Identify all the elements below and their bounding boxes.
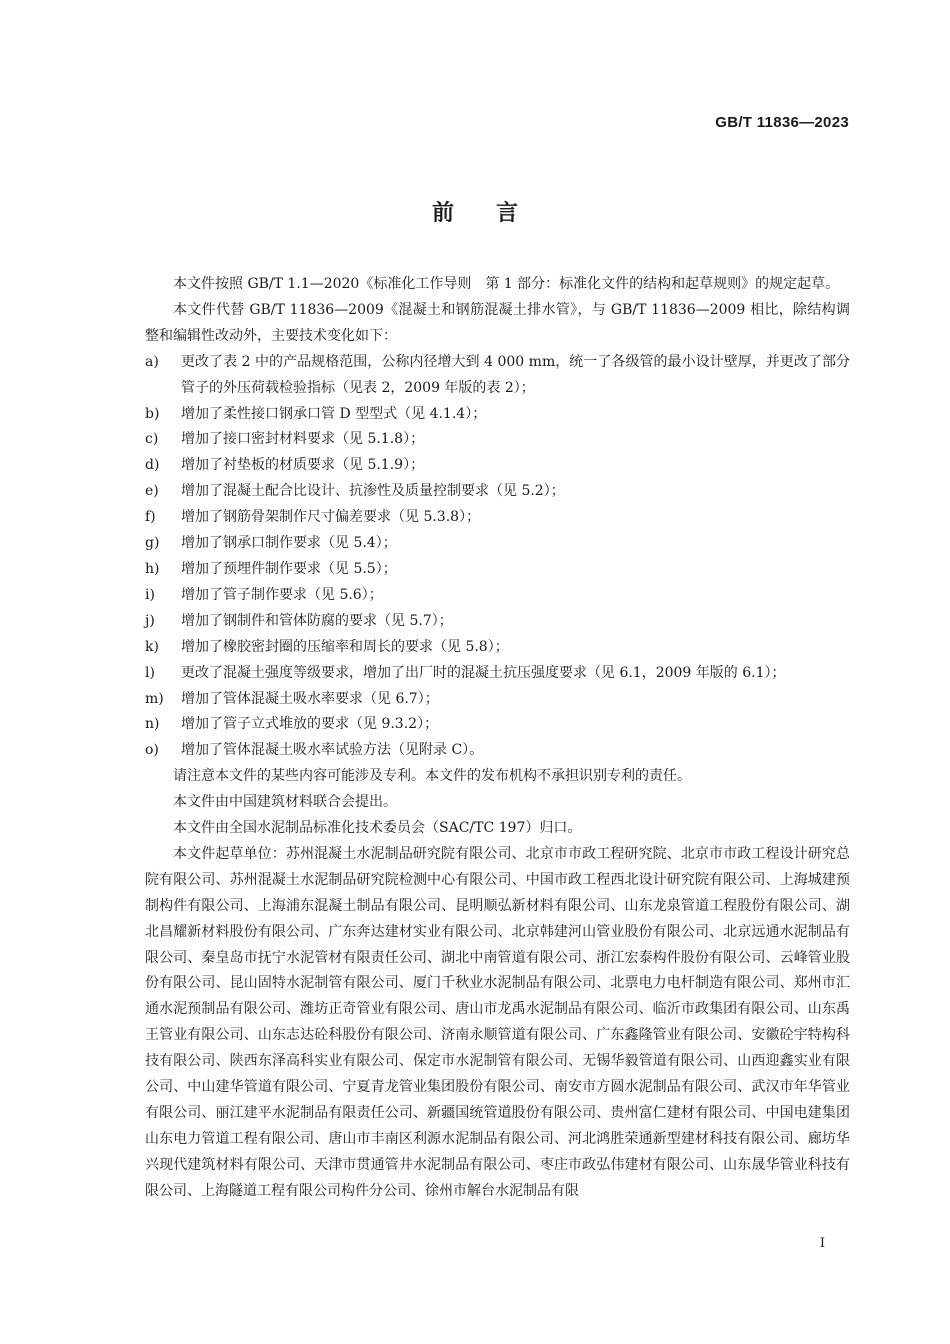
list-item-text: 增加了钢承口制作要求（见 5.4）； (181, 535, 397, 552)
list-item (145, 661, 850, 687)
list-item (145, 531, 850, 557)
list-item-text: 增加了钢筋骨架制作尺寸偏差要求（见 5.3.8）； (181, 509, 481, 526)
page-title (0, 196, 950, 227)
list-item-text: 增加了管体混凝土吸水率试验方法（见附录 C）。 (181, 742, 484, 759)
list-item (145, 687, 850, 713)
list-item-text: 增加了柔性接口钢承口管 D 型型式（见 4.1.4）； (181, 405, 487, 422)
list-item-label: h) (145, 560, 160, 577)
list-item (145, 350, 850, 402)
list-item (145, 738, 850, 764)
list-item-text: 更改了表 2 中的产品规格范围，公称内径增大到 4 000 mm，统一了各级管的最小设计壁厚，并更改了部分管子的外压荷载检验指标（见表 2，2009 年版的表 2）； (181, 353, 850, 396)
list-item-label: g) (145, 535, 160, 552)
title-char-2: 言 (496, 201, 519, 226)
change-list (145, 350, 850, 765)
replacement-paragraph: 本文件代替 GB/T 11836—2009《混凝土和钢筋混凝土排水管》，与 GB/T 11836—2009 相比，除结构调整和编辑性改动外，主要技术变化如下： (145, 301, 850, 344)
list-item-text: 更改了混凝土强度等级要求，增加了出厂时的混凝土抗压强度要求（见 6.1，2009 年版的 6.1）； (181, 664, 786, 681)
list-item-text: 增加了管子立式堆放的要求（见 9.3.2）； (181, 716, 439, 733)
list-item-label: l) (145, 664, 155, 681)
list-item-text: 增加了衬垫板的材质要求（见 5.1.9）； (181, 457, 425, 474)
list-item-label: j) (145, 612, 155, 629)
list-item (145, 479, 850, 505)
list-item-label: e) (145, 483, 159, 500)
list-item-label: i) (145, 586, 155, 603)
list-item (145, 505, 850, 531)
patent-notice: 请注意本文件的某些内容可能涉及专利。本文件的发布机构不承担识别专利的责任。 (173, 768, 691, 785)
centralized-by: 本文件由全国水泥制品标准化技术委员会（SAC/TC 197）归口。 (173, 820, 582, 837)
list-item (145, 453, 850, 479)
list-item-label: n) (145, 716, 160, 733)
list-item (145, 427, 850, 453)
proposed-by: 本文件由中国建筑材料联合会提出。 (173, 794, 397, 811)
list-item-text: 增加了管体混凝土吸水率要求（见 6.7）； (181, 690, 439, 707)
list-item-text: 增加了接口密封材料要求（见 5.1.8）； (181, 431, 425, 448)
list-item (145, 557, 850, 583)
list-item (145, 712, 850, 738)
title-char-1: 前 (431, 201, 454, 226)
list-item-label: c) (145, 431, 159, 448)
list-item-text: 增加了橡胶密封圈的压缩率和周长的要求（见 5.8）； (181, 638, 509, 655)
list-item-label: m) (145, 690, 164, 707)
list-item-label: a) (145, 353, 159, 370)
list-item (145, 635, 850, 661)
list-item (145, 402, 850, 428)
drafting-rule-paragraph: 本文件按照 GB/T 1.1—2020《标准化工作导则 第 1 部分：标准化文件的结构和起草规则》的规定起草。 (173, 276, 840, 292)
list-item-label: b) (145, 405, 160, 422)
list-item-label: k) (145, 638, 159, 655)
foreword-body (145, 272, 850, 1205)
standard-code: GB/T 11836—2023 (715, 114, 849, 131)
page-number: I (819, 1236, 825, 1251)
list-item-text: 增加了预埋件制作要求（见 5.5）； (181, 560, 397, 577)
list-item-label: o) (145, 742, 159, 759)
list-item-label: f) (145, 509, 156, 526)
list-item-label: d) (145, 457, 160, 474)
list-item-text: 增加了管子制作要求（见 5.6）； (181, 586, 383, 603)
list-item (145, 609, 850, 635)
list-item-text: 增加了混凝土配合比设计、抗渗性及质量控制要求（见 5.2）； (181, 483, 565, 500)
drafting-units: 本文件起草单位：苏州混凝土水泥制品研究院有限公司、北京市市政工程研究院、北京市市政工程设计研究总院有限公司、苏州混凝土水泥制品研究院检测中心有限公司、中国市政工程西北设计研究院有限公司、上海城建预制构件有限公司、上海浦东混凝土制品有限公司、昆明顺弘新材料有限公司、山东龙泉管道工程股份有限公司、湖北昌耀新材料股份有限公司、广东奔达建材实业有限公司、北京韩建河山管业股份有限公司、北京远通水泥制品有限公司、秦皇岛市抚宁水泥管材有限责任公司、湖北中南管道有限公司、浙江宏泰构件股份有限公司、云峰管业股份有限公司、昆山固特水泥制管有限公司、厦门千秋业水泥制品有限公司、北票电力电杆制造有限公司、郑州市汇通水泥预制品有限公司、潍坊正奇管业有限公司、唐山市龙禹水泥制品有限公司、临沂市政集团有限公司、山东禹王管业有限公司、山东志达砼科股份有限公司、济南永顺管道有限公司、广东鑫隆管业有限公司、安徽砼宇特构科技有限公司、陕西东泽高科实业有限公司、保定市水泥制管有限公司、无锡华毅管道有限公司、山西迎鑫实业有限公司、中山建华管道有限公司、宁夏青龙管业集团股份有限公司、南安市方圆水泥制品有限公司、武汉市年华管业有限公司、丽江建平水泥制品有限责任公司、新疆国统管道股份有限公司、贵州富仁建材有限公司、中国电建集团山东电力管道工程有限公司、唐山市丰南区利源水泥制品有限公司、河北鸿胜荣通新型建材科技有限公司、廊坊华兴现代建筑材料有限公司、天津市贯通管井水泥制品有限公司、枣庄市政弘伟建材有限公司、山东晟华管业科技有限公司、上海隧道工程有限公司构件分公司、徐州市解台水泥制品有限 (145, 845, 850, 1199)
list-item-text: 增加了钢制件和管体防腐的要求（见 5.7）； (181, 612, 453, 629)
list-item (145, 583, 850, 609)
